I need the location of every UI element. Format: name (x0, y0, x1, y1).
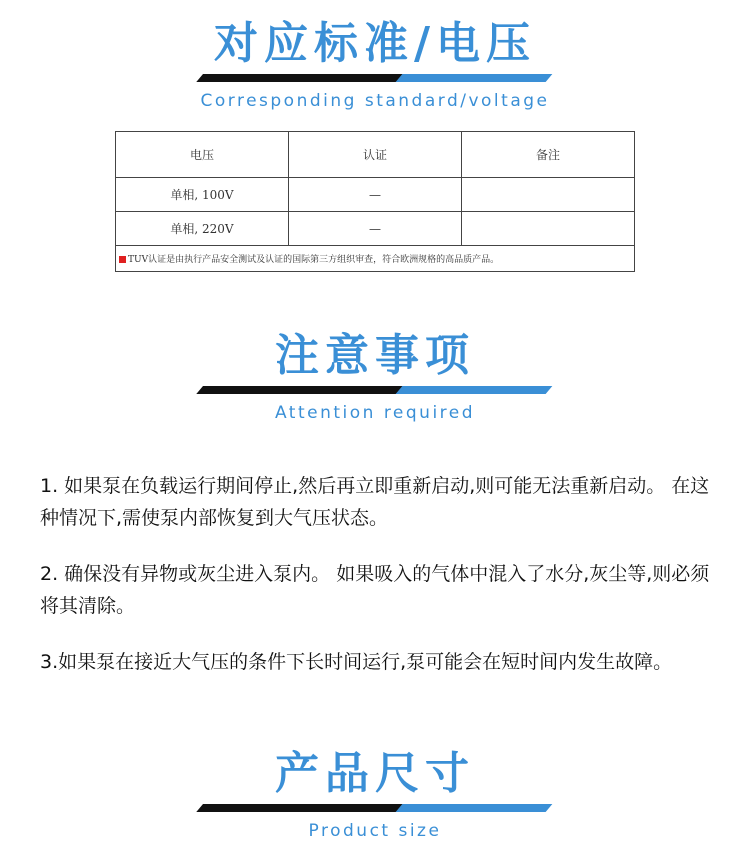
table-cell: — (289, 212, 462, 246)
table-row (116, 178, 635, 212)
table-cell: — (289, 178, 462, 212)
section-standard-header (0, 18, 750, 112)
table-header-cell: 备注 (462, 132, 635, 178)
attention-notes (40, 470, 720, 702)
table-cell: 单相, 220V (116, 212, 289, 246)
title-underline (203, 74, 548, 82)
table-note-row (116, 246, 635, 272)
section-subtitle: Product size (308, 821, 442, 841)
note-item: 3.如果泵在接近大气压的条件下长时间运行,泵可能会在短时间内发生故障。 (40, 651, 673, 673)
red-square-icon (119, 256, 126, 263)
section-size-header (0, 748, 750, 842)
table-cell (462, 178, 635, 212)
table-cell (462, 212, 635, 246)
section-title: 对应标准/电压 (213, 18, 537, 69)
spec-table (115, 131, 635, 272)
table-note: TUV认证是由执行产品安全测试及认证的国际第三方组织审查，符合欧洲规格的高品质产品。 (128, 255, 500, 265)
section-attention-header (0, 330, 750, 424)
section-title: 产品尺寸 (275, 748, 475, 799)
section-subtitle: Attention required (274, 403, 476, 423)
table-row (116, 212, 635, 246)
section-title: 注意事项 (275, 330, 475, 381)
note-item: 2. 确保没有异物或灰尘进入泵内。 如果吸入的气体中混入了水分,灰尘等,则必须将其清除。 (40, 563, 710, 617)
table-cell: 单相, 100V (116, 178, 289, 212)
table-header-row (116, 132, 635, 178)
title-underline (203, 386, 548, 394)
table-note-cell (116, 246, 635, 272)
note-item: 1. 如果泵在负载运行期间停止,然后再立即重新启动,则可能无法重新启动。 在这种情况下,需使泵内部恢复到大气压状态。 (40, 475, 710, 529)
table-header-cell: 认证 (289, 132, 462, 178)
title-underline (203, 804, 548, 812)
section-subtitle: Corresponding standard/voltage (200, 91, 550, 111)
table-header-cell: 电压 (116, 132, 289, 178)
